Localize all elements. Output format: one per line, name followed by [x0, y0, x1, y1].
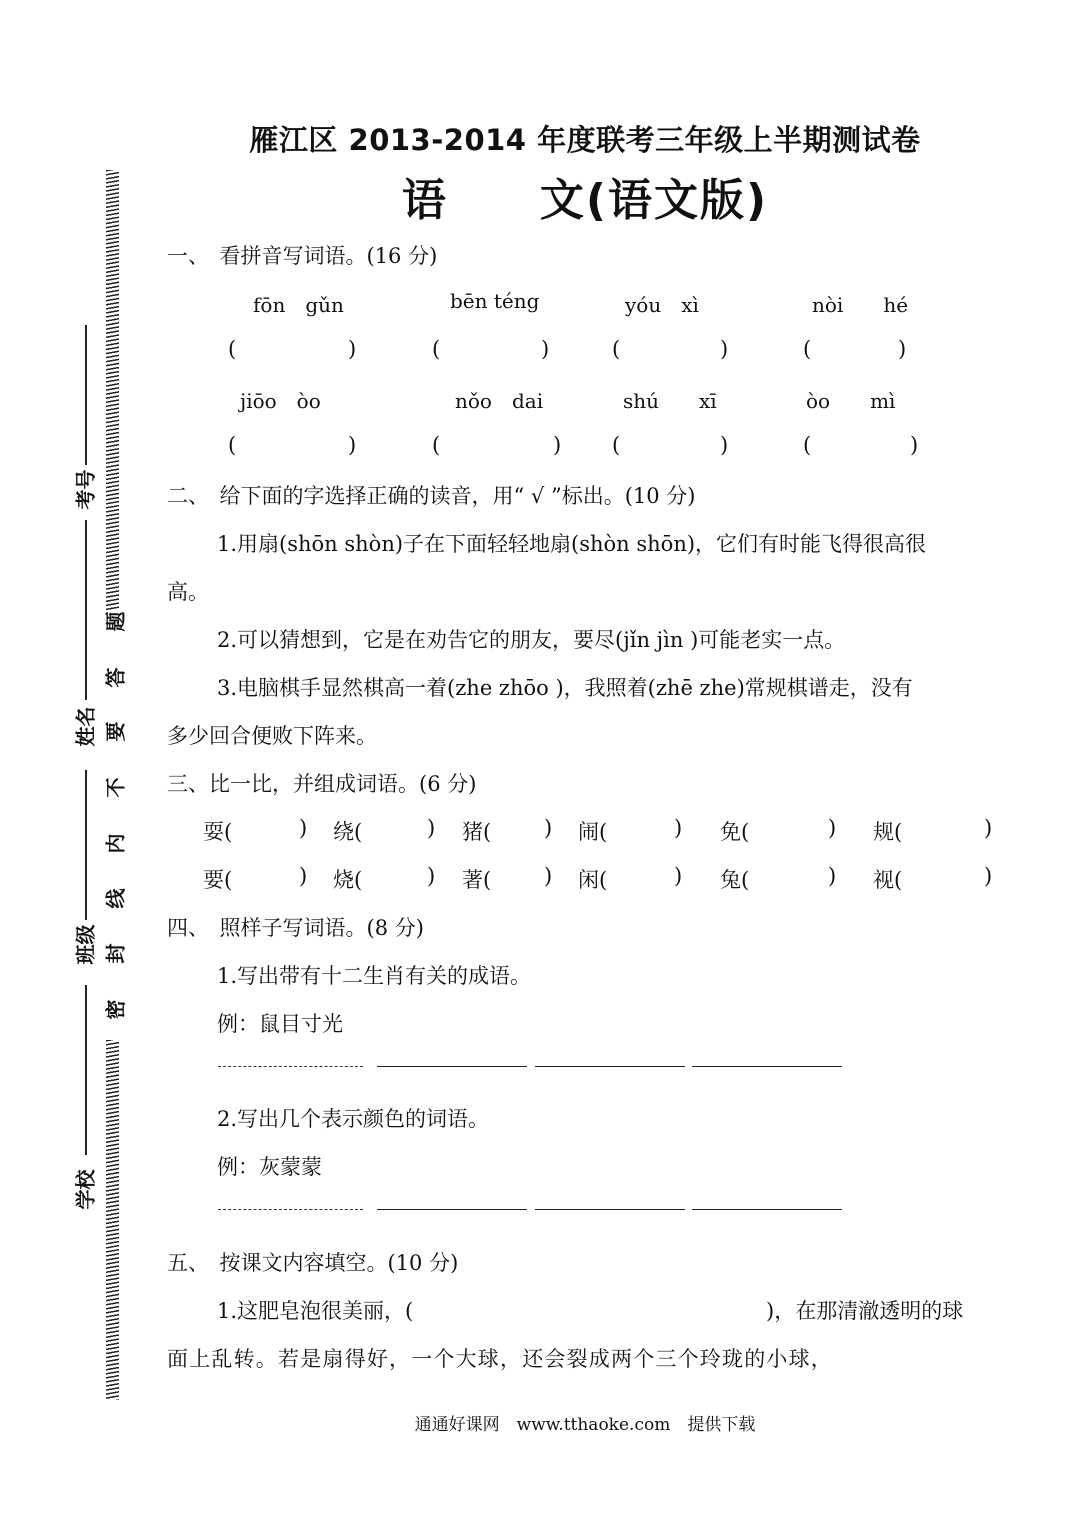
answer-paren-close: ) [910, 433, 919, 457]
seal-char: 题 [103, 611, 128, 632]
compare-char: 视( [873, 868, 903, 892]
answer-line[interactable] [377, 1066, 527, 1067]
answer-paren-open[interactable]: ( [612, 433, 621, 457]
q2-item2: 2.可以猜想到，它是在劝告它的朋友，要尽(jǐn jìn )可能老实一点。 [217, 628, 846, 652]
answer-paren-close: ) [348, 433, 357, 457]
xuexiao-line [85, 985, 87, 1155]
answer-line[interactable] [377, 1209, 527, 1210]
answer-line[interactable] [218, 1066, 363, 1067]
compare-close: ) [984, 816, 993, 840]
pinyin: nòi hé [812, 293, 909, 317]
answer-paren-open[interactable]: ( [803, 337, 812, 361]
margin-hatch-bottom [106, 1040, 119, 1400]
q3-heading: 三、比一比，并组成词语。(6 分) [167, 772, 477, 796]
pinyin: shú xī [623, 389, 717, 413]
margin-label-banji: 班级 [73, 924, 98, 965]
compare-char: 绕( [333, 820, 363, 844]
seal-char: 不 [103, 777, 128, 798]
q2-heading: 二、 给下面的字选择正确的读音，用“ √ ”标出。(10 分) [167, 484, 696, 508]
answer-paren-close: ) [348, 337, 357, 361]
answer-line[interactable] [218, 1209, 363, 1210]
kaohao-line [85, 325, 87, 465]
compare-close: ) [828, 816, 837, 840]
answer-paren-close: ) [553, 433, 562, 457]
margin-label-kaohao: 考号 [73, 469, 98, 510]
compare-char: 闹( [578, 820, 608, 844]
q4-item1: 1.写出带有十二生肖有关的成语。 [217, 964, 532, 988]
compare-close: ) [299, 816, 308, 840]
compare-char: 规( [873, 820, 903, 844]
compare-char: 耍( [203, 820, 233, 844]
compare-close: ) [674, 864, 683, 888]
answer-paren-open[interactable]: ( [612, 337, 621, 361]
pinyin: fōn gǔn [253, 293, 344, 317]
answer-paren-open[interactable]: ( [432, 337, 441, 361]
pinyin: yóu xì [625, 293, 699, 317]
q4-example2: 例：灰蒙蒙 [217, 1155, 322, 1179]
seal-char: 要 [103, 721, 128, 742]
q1-heading: 一、 看拼音写词语。(16 分) [167, 244, 438, 268]
xingming-line [85, 520, 87, 700]
compare-close: ) [427, 864, 436, 888]
seal-char: 封 [103, 943, 128, 964]
pinyin: òo mì [806, 389, 896, 413]
footer-credit: 通通好课网 www.tthaoke.com 提供下载 [414, 1415, 756, 1435]
margin-label-xuexiao: 学校 [73, 1169, 98, 1210]
answer-line[interactable] [535, 1209, 685, 1210]
answer-paren-open[interactable]: ( [228, 337, 237, 361]
answer-line[interactable] [692, 1209, 842, 1210]
answer-paren-close: ) [720, 337, 729, 361]
q2-item1: 1.用扇(shōn shòn)子在下面轻轻地扇(shòn shōn)，它们有时能飞得很高很 [217, 532, 927, 556]
answer-paren-close: ) [720, 433, 729, 457]
seal-char: 密 [103, 999, 128, 1020]
answer-paren-open[interactable]: ( [228, 433, 237, 457]
pinyin: nǒo dai [455, 389, 544, 413]
compare-close: ) [674, 816, 683, 840]
compare-close: ) [828, 864, 837, 888]
compare-char: 免( [720, 820, 750, 844]
q5-item1-cont: 面上乱转。若是扇得好，一个大球，还会裂成两个三个玲珑的小球， [167, 1347, 833, 1371]
compare-char: 兔( [720, 868, 750, 892]
compare-char: 著( [462, 868, 492, 892]
banji-line [85, 770, 87, 920]
q2-item1-cont: 高。 [167, 580, 209, 604]
answer-paren-close: ) [541, 337, 550, 361]
q4-heading: 四、 照样子写词语。(8 分) [167, 916, 424, 940]
q2-item3: 3.电脑棋手显然棋高一着(zhe zhōo )，我照着(zhē zhe)常规棋谱走，没有 [217, 676, 913, 700]
seal-char: 内 [103, 833, 128, 854]
compare-close: ) [544, 864, 553, 888]
pinyin: jiōo òo [240, 389, 321, 413]
compare-char: 要( [203, 868, 233, 892]
compare-char: 闲( [578, 868, 608, 892]
compare-char: 烧( [333, 868, 363, 892]
answer-paren-close: ) [898, 337, 907, 361]
q5-item1: 1.这肥皂泡很美丽，( [217, 1299, 414, 1323]
exam-title: 雁江区 2013-2014 年度联考三年级上半期测试卷 [249, 123, 921, 157]
answer-paren-open[interactable]: ( [803, 433, 812, 457]
q2-item3-cont: 多少回合便败下阵来。 [167, 724, 377, 748]
compare-close: ) [299, 864, 308, 888]
margin-hatch-top [106, 170, 119, 610]
q4-example1: 例：鼠目寸光 [217, 1012, 343, 1036]
compare-close: ) [544, 816, 553, 840]
answer-line[interactable] [692, 1066, 842, 1067]
compare-close: ) [984, 864, 993, 888]
margin-label-xingming: 姓名 [73, 706, 98, 747]
compare-char: 猪( [462, 820, 492, 844]
subject-title: 语 文(语文版) [401, 175, 769, 226]
q5-item1-end: )，在那清澈透明的球 [766, 1299, 964, 1323]
pinyin: bēn téng [450, 289, 540, 313]
answer-line[interactable] [535, 1066, 685, 1067]
seal-char: 线 [103, 888, 128, 909]
answer-paren-open[interactable]: ( [432, 433, 441, 457]
q4-item2: 2.写出几个表示颜色的词语。 [217, 1107, 490, 1131]
seal-char: 答 [103, 667, 128, 688]
compare-close: ) [427, 816, 436, 840]
q5-heading: 五、 按课文内容填空。(10 分) [167, 1251, 459, 1275]
